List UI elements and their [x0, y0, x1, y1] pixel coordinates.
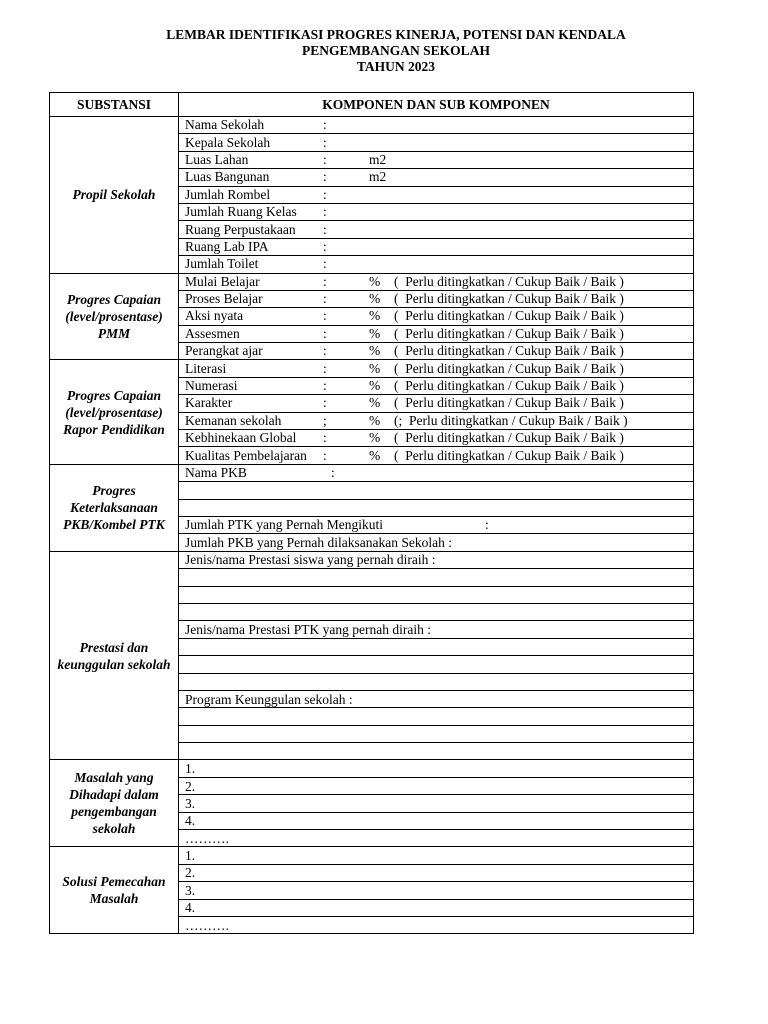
- indicator-label: Numerasi: [185, 378, 238, 394]
- field-label: Luas Bangunan: [185, 169, 270, 185]
- table-row: [50, 360, 694, 377]
- field-separator: :: [323, 169, 327, 185]
- indicator-row: [179, 395, 694, 412]
- list-item: 4.: [179, 899, 694, 916]
- list-item: ……….: [179, 830, 694, 847]
- prestasi-prompt: Program Keunggulan sekolah :: [179, 690, 694, 707]
- field-separator: :: [323, 238, 327, 254]
- blank-row: [179, 743, 694, 760]
- list-item: 3.: [179, 795, 694, 812]
- table-row: [50, 464, 694, 481]
- percent-sign: %: [369, 308, 381, 324]
- percent-sign: %: [369, 343, 381, 359]
- section-rapor-pendidikan: Progres Capaian (level/prosentase) Rapor Pendidikan: [50, 360, 179, 464]
- blank-row: [179, 673, 694, 690]
- indicator-row: [179, 360, 694, 377]
- profil-row: [179, 256, 694, 273]
- field-separator: :: [323, 134, 327, 150]
- section-propil-sekolah: Propil Sekolah: [50, 117, 179, 274]
- level-options: ( Perlu ditingkatkan / Cukup Baik / Baik ): [394, 395, 624, 411]
- blank-row: [179, 638, 694, 655]
- indicator-label: Aksi nyata: [185, 308, 244, 324]
- level-options: ( Perlu ditingkatkan / Cukup Baik / Baik ): [394, 378, 624, 394]
- indicator-separator: :: [323, 447, 327, 463]
- blank-row: [179, 586, 694, 603]
- field-separator: :: [323, 256, 327, 272]
- level-options: ( Perlu ditingkatkan / Cukup Baik / Baik ): [394, 273, 624, 289]
- document-title: [0, 27, 768, 75]
- field-label: Luas Lahan: [185, 151, 249, 167]
- indicator-label: Mulai Belajar: [185, 273, 260, 289]
- field-separator: :: [323, 151, 327, 167]
- percent-sign: %: [369, 395, 381, 411]
- percent-sign: %: [369, 360, 381, 376]
- level-options: ( Perlu ditingkatkan / Cukup Baik / Baik ): [394, 343, 624, 359]
- indicator-label: Literasi: [185, 360, 227, 376]
- field-unit: m2: [369, 169, 387, 185]
- section-pmm: Progres Capaian (level/prosentase) PMM: [50, 273, 179, 360]
- level-options: ( Perlu ditingkatkan / Cukup Baik / Baik ): [394, 360, 624, 376]
- blank-row: [179, 499, 694, 516]
- profil-row: [179, 238, 694, 255]
- table-row: [50, 847, 694, 864]
- percent-sign: %: [369, 412, 381, 428]
- indicator-separator: :: [323, 308, 327, 324]
- field-separator: :: [323, 186, 327, 202]
- level-options: (; Perlu ditingkatkan / Cukup Baik / Baik ): [394, 412, 628, 428]
- table-row: [50, 117, 694, 134]
- profil-row: [179, 117, 694, 134]
- indicator-separator: :: [323, 378, 327, 394]
- ptk-count-label: Jumlah PTK yang Pernah Mengikuti: [185, 517, 383, 533]
- indicator-separator: :: [323, 430, 327, 446]
- field-label: Jumlah Ruang Kelas: [185, 204, 297, 220]
- blank-row: [179, 569, 694, 586]
- profil-row: [179, 169, 694, 186]
- blank-row: [179, 725, 694, 742]
- list-item: 3.: [179, 882, 694, 899]
- list-item: 4.: [179, 812, 694, 829]
- profil-row: [179, 221, 694, 238]
- blank-row: [179, 708, 694, 725]
- field-label: Ruang Perpustakaan: [185, 221, 296, 237]
- ptk-separator: :: [485, 517, 489, 533]
- prestasi-prompt: Jenis/nama Prestasi siswa yang pernah diraih :: [179, 551, 694, 568]
- indicator-row: [179, 308, 694, 325]
- profil-row: [179, 186, 694, 203]
- identification-table: [49, 92, 694, 934]
- list-item: 1.: [179, 847, 694, 864]
- percent-sign: %: [369, 447, 381, 463]
- indicator-label: Kemanan sekolah: [185, 412, 282, 428]
- table-row: [50, 551, 694, 568]
- indicator-row: [179, 290, 694, 307]
- level-options: ( Perlu ditingkatkan / Cukup Baik / Baik ): [394, 308, 624, 324]
- level-options: ( Perlu ditingkatkan / Cukup Baik / Baik ): [394, 291, 624, 307]
- list-item: 1.: [179, 760, 694, 777]
- title-line-3: TAHUN 2023: [356, 59, 436, 74]
- percent-sign: %: [369, 378, 381, 394]
- pkb-separator: :: [331, 465, 335, 480]
- list-item: 2.: [179, 864, 694, 881]
- indicator-separator: ;: [323, 412, 327, 428]
- prestasi-prompt: Jenis/nama Prestasi PTK yang pernah diraih :: [179, 621, 694, 638]
- field-unit: m2: [369, 151, 387, 167]
- indicator-row: [179, 377, 694, 394]
- field-label: Jumlah Rombel: [185, 186, 271, 202]
- indicator-row: [179, 273, 694, 290]
- percent-sign: %: [369, 273, 381, 289]
- table-row: [50, 273, 694, 290]
- profil-row: [179, 151, 694, 168]
- pkb-row: [179, 464, 694, 481]
- indicator-label: Assesmen: [185, 325, 240, 341]
- percent-sign: %: [369, 430, 381, 446]
- list-item: ……….: [179, 916, 694, 933]
- list-item: 2.: [179, 777, 694, 794]
- indicator-separator: :: [323, 360, 327, 376]
- level-options: ( Perlu ditingkatkan / Cukup Baik / Baik ): [394, 325, 624, 341]
- pkb-count-label: Jumlah PKB yang Pernah dilaksanakan Sekolah :: [179, 534, 694, 551]
- indicator-row: [179, 325, 694, 342]
- indicator-row: [179, 447, 694, 464]
- section-pkb-kombel: Progres Keterlaksanaan PKB/Kombel PTK: [50, 464, 179, 551]
- field-label: Nama Sekolah: [185, 117, 265, 133]
- title-line-2: PENGEMBANGAN SEKOLAH: [302, 43, 490, 58]
- indicator-label: Karakter: [185, 395, 233, 411]
- field-separator: :: [323, 204, 327, 220]
- indicator-label: Kebhinekaan Global: [185, 430, 297, 446]
- blank-row: [179, 656, 694, 673]
- percent-sign: %: [369, 325, 381, 341]
- pkb-row: [179, 516, 694, 533]
- indicator-separator: :: [323, 325, 327, 341]
- header-komponen: KOMPONEN DAN SUB KOMPONEN: [179, 93, 694, 117]
- profil-row: [179, 203, 694, 220]
- indicator-separator: :: [323, 395, 327, 411]
- indicator-row: [179, 343, 694, 360]
- header-substansi: SUBSTANSI: [50, 93, 179, 117]
- indicator-separator: :: [323, 343, 327, 359]
- indicator-label: Perangkat ajar: [185, 343, 263, 359]
- indicator-separator: :: [323, 273, 327, 289]
- section-solusi: Solusi Pemecahan Masalah: [50, 847, 179, 934]
- table-row: [50, 760, 694, 777]
- indicator-label: Kualitas Pembelajaran: [185, 447, 307, 463]
- blank-row: [179, 482, 694, 499]
- header-row: [50, 93, 694, 117]
- indicator-label: Proses Belajar: [185, 291, 263, 307]
- section-prestasi: Prestasi dan keunggulan sekolah: [50, 551, 179, 760]
- percent-sign: %: [369, 291, 381, 307]
- level-options: ( Perlu ditingkatkan / Cukup Baik / Baik ): [394, 447, 624, 463]
- indicator-row: [179, 412, 694, 429]
- indicator-separator: :: [323, 291, 327, 307]
- level-options: ( Perlu ditingkatkan / Cukup Baik / Baik ): [394, 430, 624, 446]
- field-separator: :: [323, 117, 327, 133]
- title-line-1: LEMBAR IDENTIFIKASI PROGRES KINERJA, POTENSI DAN KENDALA: [166, 27, 626, 42]
- profil-row: [179, 134, 694, 151]
- section-masalah: Masalah yang Dihadapi dalam pengembangan sekolah: [50, 760, 179, 847]
- indicator-row: [179, 430, 694, 447]
- field-label: Kepala Sekolah: [185, 134, 271, 150]
- field-separator: :: [323, 221, 327, 237]
- field-label: Ruang Lab IPA: [185, 238, 269, 254]
- blank-row: [179, 603, 694, 620]
- field-label: Jumlah Toilet: [185, 256, 259, 272]
- pkb-name-label: Nama PKB: [185, 465, 247, 480]
